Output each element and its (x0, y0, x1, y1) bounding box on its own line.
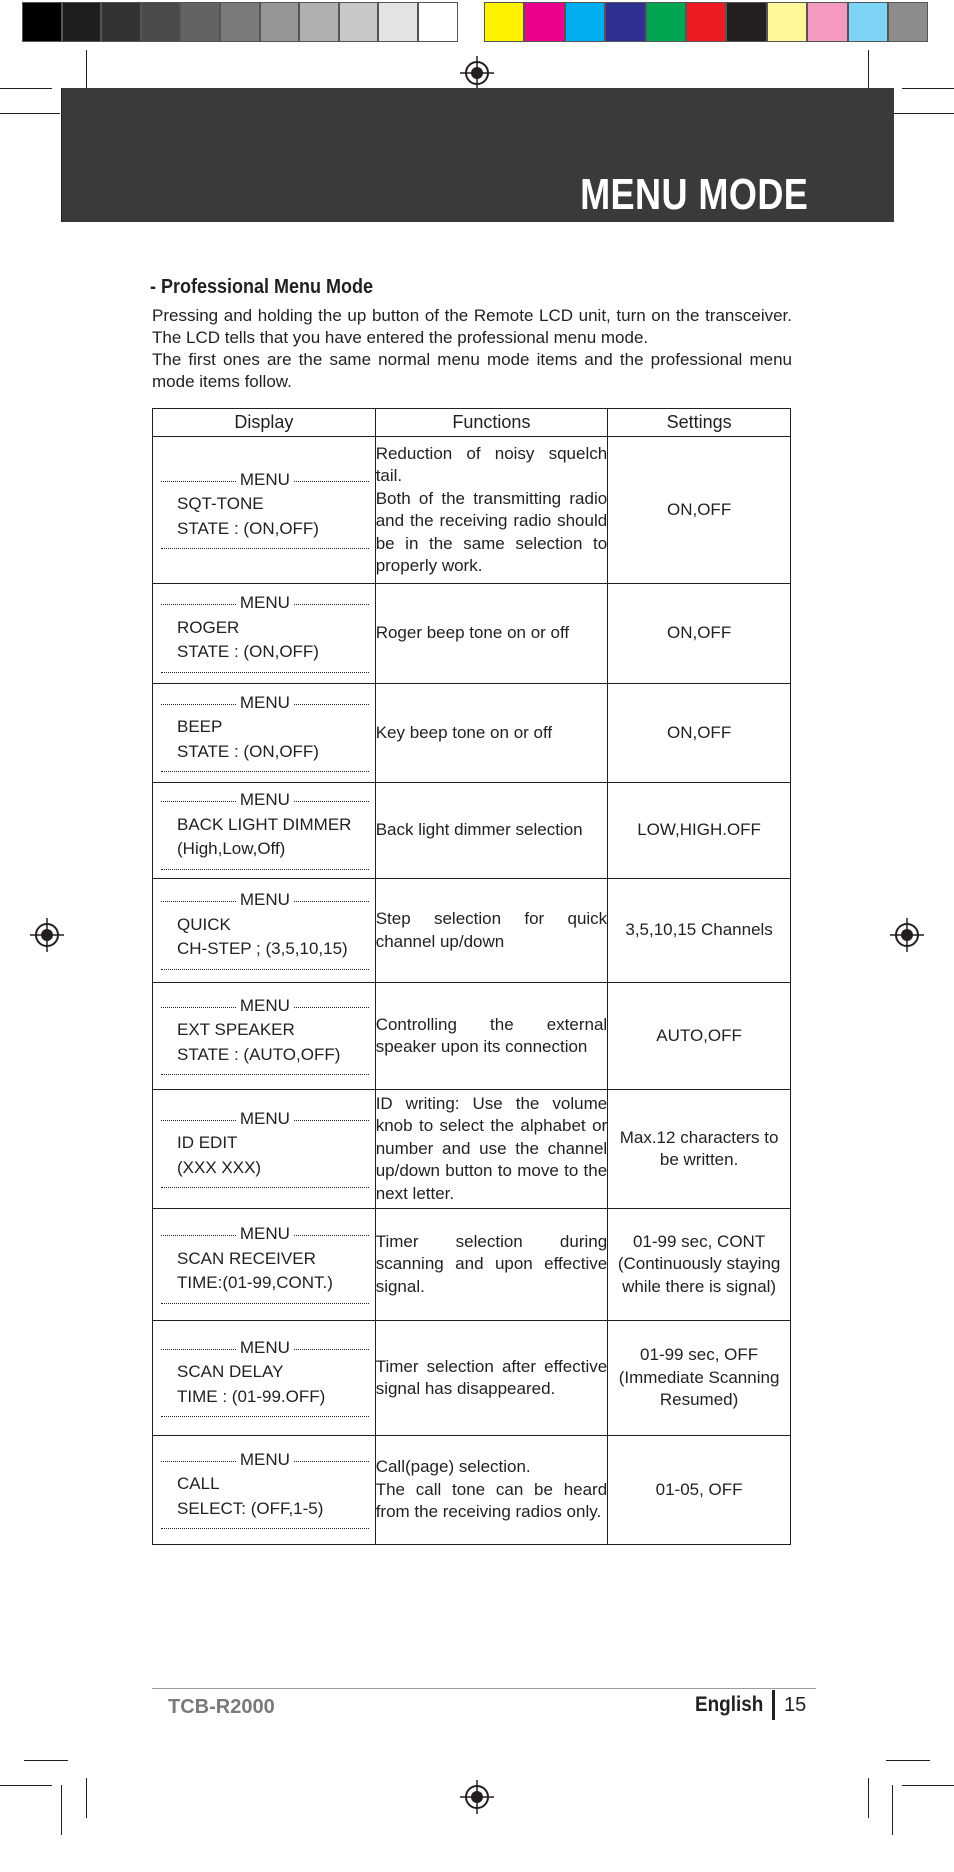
settings-cell: 3,5,10,15 Channels (608, 879, 791, 983)
function-cell: Reduction of noisy squelch tail. Both of the transmitting radio and the receiving radio should be in the same selection to properly work. (375, 437, 608, 584)
dotted-rule (294, 1007, 369, 1008)
gray-swatch (418, 2, 458, 42)
dotted-rule (161, 1235, 236, 1236)
display-line: ID EDIT (177, 1133, 238, 1153)
function-cell: Key beep tone on or off (375, 684, 608, 783)
menu-label: MENU (239, 890, 290, 910)
crop-mark (892, 1785, 893, 1835)
table-row (153, 879, 791, 983)
dotted-rule (161, 771, 369, 772)
footer-model: TCB-R2000 (168, 1696, 275, 1718)
display-line: SCAN RECEIVER (177, 1248, 316, 1268)
display-line: QUICK (177, 914, 231, 934)
table-row (153, 1209, 791, 1321)
column-header-functions: Functions (375, 409, 608, 437)
settings-cell: LOW,HIGH.OFF (608, 783, 791, 879)
page-number: 15 (784, 1694, 807, 1716)
menu-label: MENU (239, 1449, 290, 1469)
color-swatch (484, 2, 524, 42)
gray-swatch (260, 2, 300, 42)
display-cell (153, 1209, 376, 1321)
dotted-rule (294, 801, 369, 802)
dotted-rule (161, 969, 369, 970)
menu-label: MENU (239, 1108, 290, 1128)
settings-cell: ON,OFF (608, 437, 791, 584)
registration-mark-icon (460, 56, 494, 90)
lcd-display-box (153, 1331, 375, 1426)
color-swatch (726, 2, 766, 42)
color-swatch (848, 2, 888, 42)
function-cell: Step selection for quick channel up/down (375, 879, 608, 983)
menu-heading (161, 592, 369, 615)
settings-cell: ON,OFF (608, 584, 791, 684)
gray-swatch (22, 2, 62, 42)
gray-swatch (62, 2, 102, 42)
menu-label: MENU (239, 469, 290, 489)
menu-table (152, 408, 791, 1545)
table-row (153, 684, 791, 783)
dotted-rule (294, 1461, 369, 1462)
color-swatch (888, 2, 928, 42)
color-swatch (767, 2, 807, 42)
display-line: ROGER (177, 617, 240, 637)
intro-paragraph: Pressing and holding the up button of the Remote LCD unit, turn on the transceiver. The LCD tells that you have entered the professional menu mode. (152, 306, 792, 347)
menu-heading (161, 789, 369, 812)
menu-heading (161, 1108, 369, 1131)
display-cell (153, 1321, 376, 1436)
gray-swatch (299, 2, 339, 42)
gray-swatch (339, 2, 379, 42)
dotted-rule (161, 704, 236, 705)
dotted-rule (161, 1528, 369, 1529)
crop-mark (24, 1760, 68, 1761)
menu-label: MENU (239, 1337, 290, 1357)
lcd-display-box (153, 463, 375, 558)
settings-cell: AUTO,OFF (608, 983, 791, 1090)
dotted-rule (294, 901, 369, 902)
gray-swatch (180, 2, 220, 42)
display-cell (153, 1436, 376, 1545)
menu-label: MENU (239, 692, 290, 712)
table-body (153, 437, 791, 1545)
menu-label: MENU (239, 593, 290, 613)
dotted-rule (294, 481, 369, 482)
display-cell (153, 437, 376, 584)
dotted-rule (161, 604, 236, 605)
lcd-display-box (153, 1217, 375, 1312)
registration-mark-icon (890, 918, 924, 952)
gray-swatch (378, 2, 418, 42)
display-line: CALL (177, 1474, 220, 1494)
display-cell (153, 584, 376, 684)
dotted-rule (294, 1120, 369, 1121)
display-line: BACK LIGHT DIMMER (177, 814, 352, 834)
menu-heading (161, 469, 369, 492)
lcd-display-box (153, 586, 375, 681)
lcd-display-box (153, 686, 375, 781)
display-line: STATE : (ON,OFF) (177, 642, 319, 662)
color-swatch (565, 2, 605, 42)
display-line: STATE : (ON,OFF) (177, 741, 319, 761)
crop-mark (902, 88, 954, 89)
function-cell: Controlling the external speaker upon its connection (375, 983, 608, 1090)
menu-heading (161, 995, 369, 1018)
dotted-rule (161, 1074, 369, 1075)
lcd-display-box (153, 1102, 375, 1197)
dotted-rule (161, 1349, 236, 1350)
settings-cell: Max.12 characters to be written. (608, 1090, 791, 1209)
lcd-display-box (153, 1443, 375, 1538)
display-line: EXT SPEAKER (177, 1020, 295, 1040)
table-row (153, 437, 791, 584)
display-cell (153, 1090, 376, 1209)
gray-swatch (101, 2, 141, 42)
registration-mark-icon (30, 918, 64, 952)
column-header-display: Display (153, 409, 376, 437)
display-cell (153, 983, 376, 1090)
display-line: STATE : (ON,OFF) (177, 518, 319, 538)
footer-divider (152, 1688, 816, 1689)
crop-mark (86, 1778, 87, 1818)
settings-cell: ON,OFF (608, 684, 791, 783)
dotted-rule (161, 1187, 369, 1188)
settings-cell: 01-05, OFF (608, 1436, 791, 1545)
dotted-rule (161, 481, 236, 482)
lcd-display-box (153, 783, 375, 878)
dotted-rule (161, 801, 236, 802)
footer-separator (772, 1690, 775, 1720)
dotted-rule (294, 604, 369, 605)
function-cell: Back light dimmer selection (375, 783, 608, 879)
crop-mark (0, 113, 60, 114)
display-line: (High,Low,Off) (177, 839, 286, 859)
column-header-settings: Settings (608, 409, 791, 437)
display-line: (XXX XXX) (177, 1157, 262, 1177)
table-header-row (153, 409, 791, 437)
dotted-rule (161, 1461, 236, 1462)
menu-heading (161, 1337, 369, 1360)
lcd-display-box (153, 883, 375, 978)
crop-mark (86, 50, 87, 90)
settings-cell: 01-99 sec, CONT (Continuously staying while there is signal) (608, 1209, 791, 1321)
crop-mark (0, 88, 52, 89)
display-line: SELECT: (OFF,1-5) (177, 1498, 324, 1518)
gray-swatch (141, 2, 181, 42)
dotted-rule (161, 1303, 369, 1304)
table-row (153, 983, 791, 1090)
function-cell: Timer selection during scanning and upon effective signal. (375, 1209, 608, 1321)
settings-cell: 01-99 sec, OFF (Immediate Scanning Resumed) (608, 1321, 791, 1436)
display-line: BEEP (177, 717, 223, 737)
display-line: STATE : (AUTO,OFF) (177, 1044, 341, 1064)
display-cell (153, 879, 376, 983)
dotted-rule (161, 1007, 236, 1008)
function-cell: Call(page) selection. The call tone can be heard from the receiving radios only. (375, 1436, 608, 1545)
display-cell (153, 684, 376, 783)
dotted-rule (161, 901, 236, 902)
color-swatch (807, 2, 847, 42)
menu-heading (161, 889, 369, 912)
color-swatch (646, 2, 686, 42)
dotted-rule (161, 548, 369, 549)
table-row (153, 584, 791, 684)
color-swatch (524, 2, 564, 42)
crop-mark (886, 1760, 930, 1761)
function-cell: Timer selection after effective signal has disappeared. (375, 1321, 608, 1436)
registration-mark-icon (460, 1780, 494, 1814)
table-row (153, 1436, 791, 1545)
crop-mark (902, 1785, 954, 1786)
menu-heading (161, 1449, 369, 1472)
footer-language: English (695, 1693, 764, 1716)
intro-text (152, 305, 792, 393)
function-cell: Roger beep tone on or off (375, 584, 608, 684)
dotted-rule (161, 1416, 369, 1417)
menu-label: MENU (239, 995, 290, 1015)
menu-heading (161, 1223, 369, 1246)
dotted-rule (161, 1120, 236, 1121)
crop-mark (61, 1785, 62, 1835)
dotted-rule (161, 672, 369, 673)
display-line: TIME:(01-99,CONT.) (177, 1273, 333, 1293)
function-cell: ID writing: Use the volume knob to select the alphabet or number and use the channel up/down button to move to the next letter. (375, 1090, 608, 1209)
dotted-rule (294, 704, 369, 705)
dotted-rule (294, 1349, 369, 1350)
table-row (153, 1321, 791, 1436)
lcd-display-box (153, 989, 375, 1084)
menu-label: MENU (239, 1224, 290, 1244)
crop-mark (0, 1785, 52, 1786)
gray-swatch (220, 2, 260, 42)
menu-heading (161, 692, 369, 715)
display-cell (153, 783, 376, 879)
intro-paragraph: The first ones are the same normal menu mode items and the professional menu mode items follow. (152, 350, 792, 391)
table-row (153, 1090, 791, 1209)
color-swatch (605, 2, 645, 42)
display-line: TIME : (01-99.OFF) (177, 1386, 326, 1406)
table-row (153, 783, 791, 879)
crop-mark (868, 1778, 869, 1818)
section-title: - Professional Menu Mode (150, 276, 374, 298)
crop-mark (868, 50, 869, 90)
dotted-rule (161, 869, 369, 870)
crop-mark (894, 113, 954, 114)
dotted-rule (294, 1235, 369, 1236)
display-line: SCAN DELAY (177, 1362, 284, 1382)
color-swatch (686, 2, 726, 42)
menu-label: MENU (239, 790, 290, 810)
page-title: MENU MODE (579, 170, 808, 219)
display-line: CH-STEP ; (3,5,10,15) (177, 939, 348, 959)
display-line: SQT-TONE (177, 494, 264, 514)
